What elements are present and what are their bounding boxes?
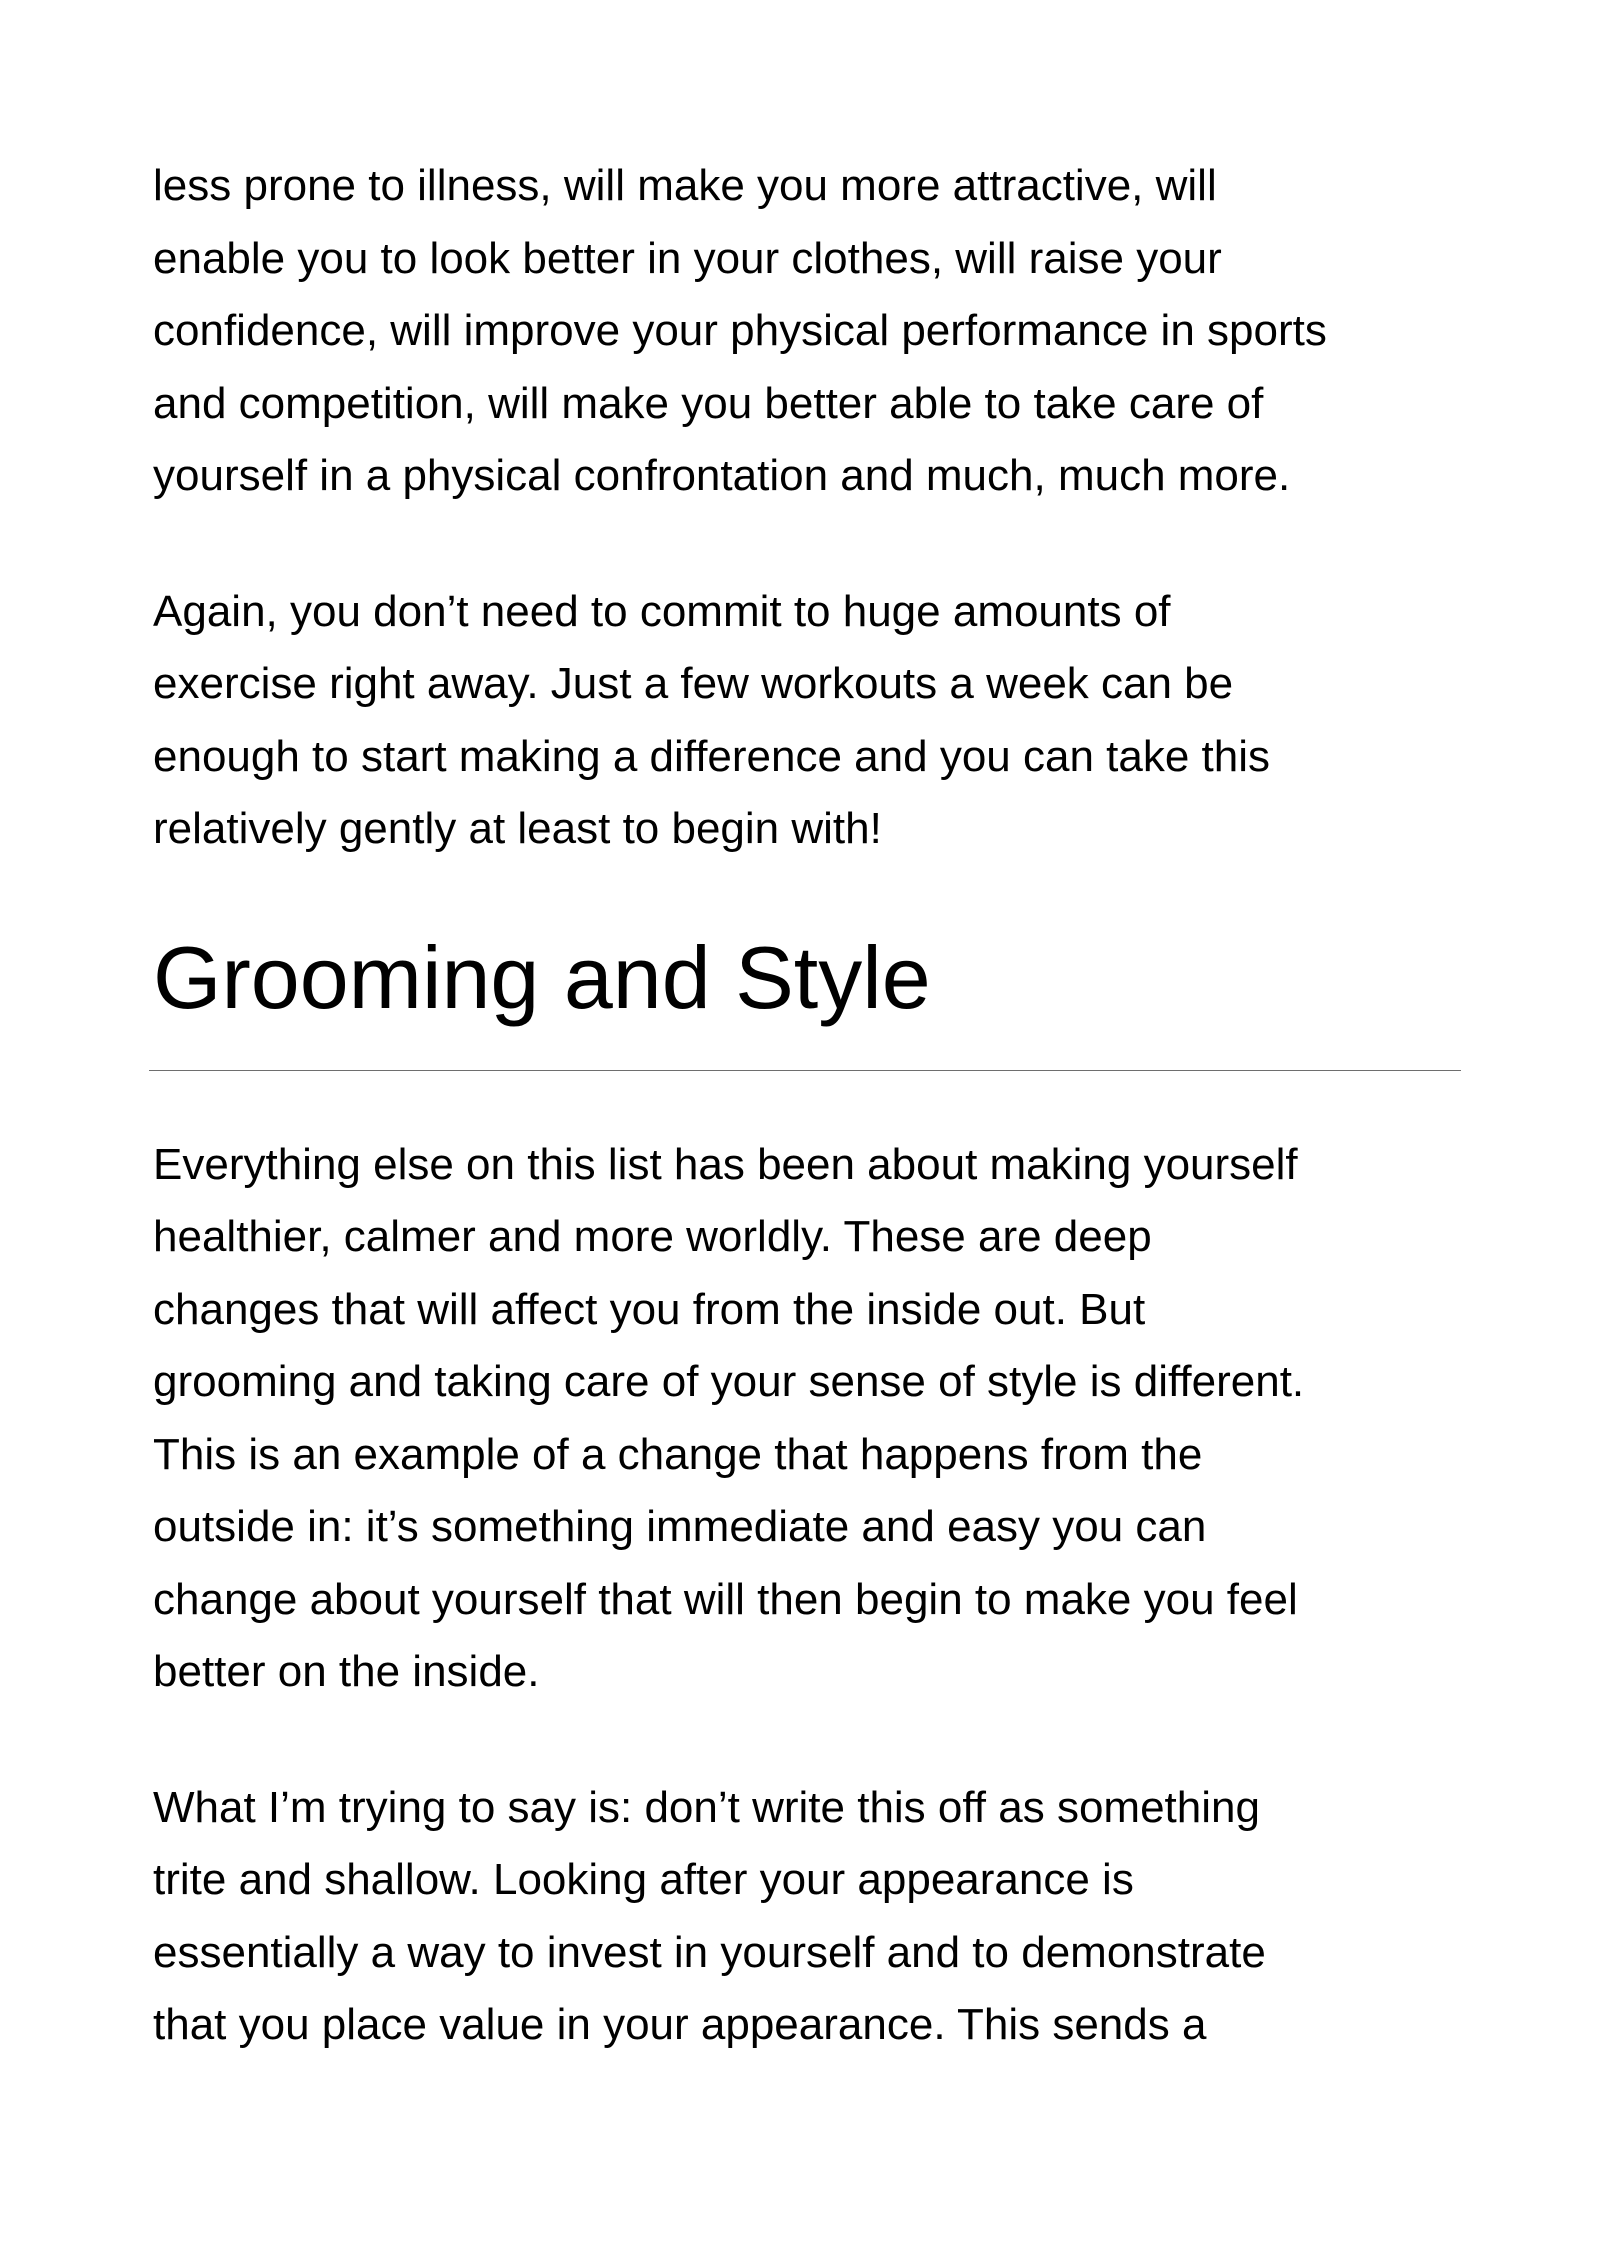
text-line: Everything else on this list has been about making yourself [153, 1139, 1298, 1189]
text-line: that you place value in your appearance. This sends a [153, 2000, 1207, 2049]
text-line: yourself in a physical confrontation and much, much more. [153, 451, 1291, 500]
text-line: changes that will affect you from the inside out. But [153, 1284, 1146, 1334]
section-spacer [153, 866, 1463, 928]
text-line: This is an example of a change that happens from the [153, 1429, 1203, 1479]
text-line: confidence, will improve your physical performance in sports [153, 306, 1327, 355]
paragraph-grooming-value [153, 1772, 1463, 2062]
paragraph-exercise-commitment [153, 576, 1463, 866]
text-line: essentially a way to invest in yourself and to demonstrate [153, 1927, 1266, 1977]
text-line: exercise right away. Just a few workouts a week can be [153, 659, 1234, 708]
text-line: outside in: it’s something immediate and easy you can [153, 1502, 1207, 1551]
text-line: grooming and taking care of your sense of style is different. [153, 1357, 1305, 1406]
text-line: What I’m trying to say is: don’t write this off as something [153, 1782, 1260, 1832]
document-page [153, 150, 1463, 2062]
paragraph-spacer [153, 513, 1463, 576]
text-line: change about yourself that will then begin to make you feel [153, 1574, 1298, 1624]
text-line: and competition, will make you better able to take care of [153, 378, 1264, 428]
section-heading: Grooming and Style [153, 927, 931, 1027]
text-line: less prone to illness, will make you more attractive, will [153, 161, 1217, 210]
paragraph-exercise-benefits [153, 150, 1463, 513]
text-line: enable you to look better in your clothes, will raise your [153, 233, 1222, 283]
text-line: trite and shallow. Looking after your appearance is [153, 1855, 1134, 1904]
text-line: enough to start making a difference and you can take this [153, 731, 1271, 781]
section-spacer [153, 1071, 1463, 1129]
text-line: Again, you don’t need to commit to huge amounts of [153, 586, 1171, 636]
text-line: healthier, calmer and more worldly. These are deep [153, 1212, 1152, 1261]
paragraph-spacer [153, 1709, 1463, 1772]
paragraph-grooming-intro [153, 1129, 1463, 1709]
text-line: better on the inside. [153, 1647, 540, 1696]
text-line: relatively gently at least to begin with! [153, 804, 882, 853]
